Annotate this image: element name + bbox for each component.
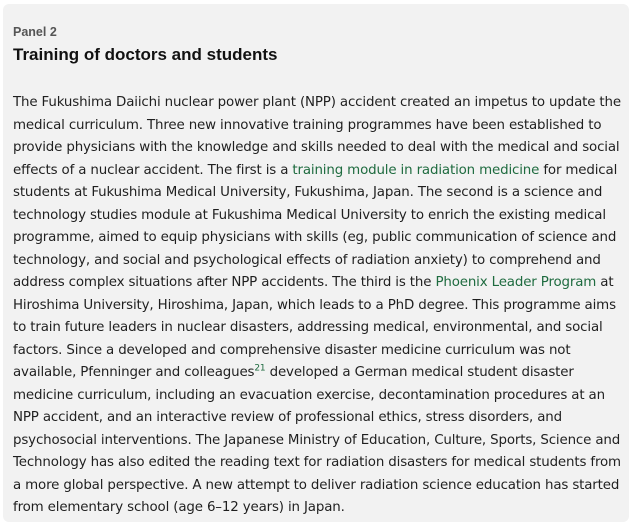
panel-box (3, 4, 629, 522)
panel-label: Panel 2 (13, 25, 57, 39)
body-text-segment: developed a German medical student disaster medicine curriculum, including an evacuation exercise, decontamination procedures at an NPP accident, and an interactive review of professional ethics, stress disorders, and psychosocial interventions. The Japanese Ministry of Education, Culture, Sports, Science and Technology has also edited the reading text for radiation disasters for medical students from a more global perspective. A new attempt to deliver radiation science education has started from elementary school (age 6–12 years) in Japan. (13, 365, 621, 515)
reference-21-link[interactable]: 21 (254, 363, 266, 374)
body-text-segment: for medical students at Fukushima Medical University, Fukushima, Japan. The second is a science and technology studies module at Fukushima Medical University to enrich the existing medical programme, aimed to equip physicians with skills (eg, public communication of science and technology, and social and psychological effects of radiation anxiety) to comprehend and address complex situations after NPP accidents. The third is the (13, 162, 618, 290)
body-text-segment: The Fukushima Daiichi nuclear power plant (NPP) accident created an impetus to update the medical curriculum. Three new innovative training programmes have been established to provide physicians with the knowledge and skills needed to deal with the medical and social effects of a nuclear accident. The first is a (13, 95, 621, 178)
training-module-link[interactable]: training module in radiation medicine (292, 162, 540, 178)
panel-body-text (13, 92, 621, 520)
body-text-segment: at Hiroshima University, Hiroshima, Japan, which leads to a PhD degree. This programme aims to train future leaders in nuclear disasters, addressing medical, environmental, and social factors. Since a developed and comprehensive disaster medicine curriculum was not available, Pfenninger and colleagues (13, 275, 616, 380)
panel-title: Training of doctors and students (13, 45, 278, 64)
phoenix-leader-program-link[interactable]: Phoenix Leader Program (435, 275, 597, 290)
